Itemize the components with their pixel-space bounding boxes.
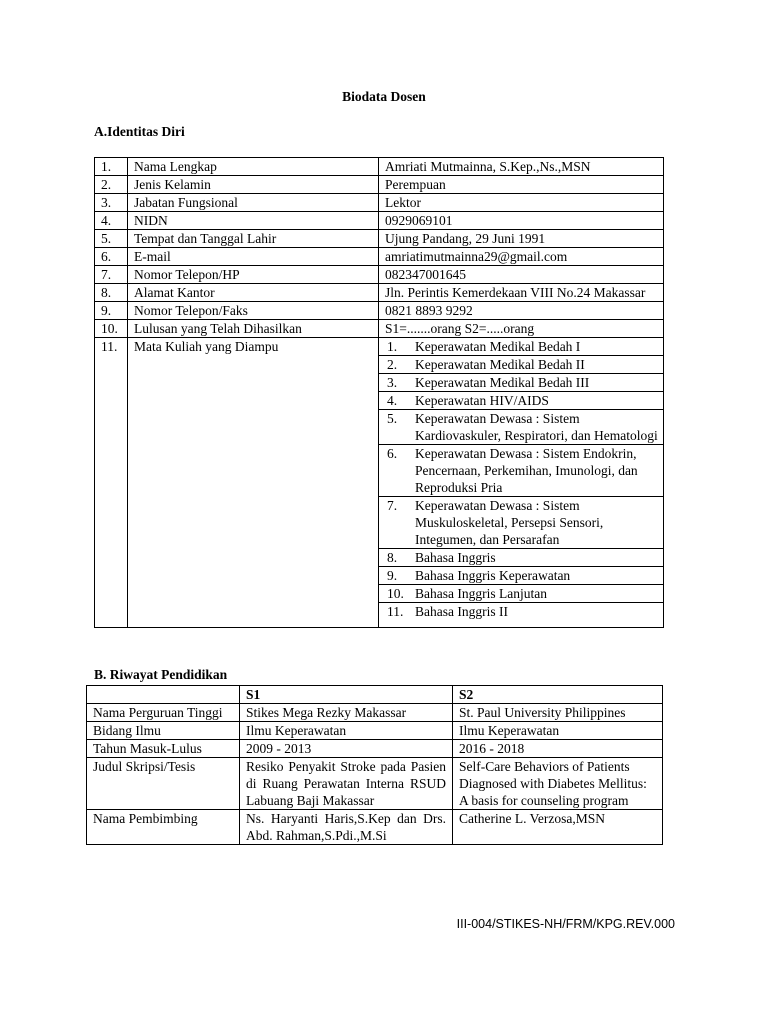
- course-name: Bahasa Inggris: [415, 549, 663, 567]
- row-value: Lektor: [379, 194, 664, 212]
- row-number: 5.: [95, 230, 128, 248]
- row-label: Nama Lengkap: [128, 158, 379, 176]
- course-number: 2.: [379, 356, 415, 374]
- education-label: Bidang Ilmu: [87, 722, 240, 740]
- education-row: [87, 704, 663, 722]
- education-label: Nama Perguruan Tinggi: [87, 704, 240, 722]
- course-number: 8.: [379, 549, 415, 567]
- row-value: 0821 8893 9292: [379, 302, 664, 320]
- course-item: [379, 567, 663, 585]
- course-item: [379, 549, 663, 567]
- row-value: Jln. Perintis Kemerdekaan VIII No.24 Makassar: [379, 284, 664, 302]
- row-number: 1.: [95, 158, 128, 176]
- education-header-row: [87, 686, 663, 704]
- course-number: 3.: [379, 374, 415, 392]
- row-number: 10.: [95, 320, 128, 338]
- course-name: Bahasa Inggris Lanjutan: [415, 585, 663, 603]
- course-name: Keperawatan Dewasa : Sistem Muskuloskeletal, Persepsi Sensori, Integumen, dan Persarafan: [415, 497, 663, 549]
- education-s1: Resiko Penyakit Stroke pada Pasien di Ruang Perawatan Interna RSUD Labuang Baji Makassar: [240, 758, 453, 810]
- identity-row: [95, 212, 664, 230]
- course-number: 10.: [379, 585, 415, 603]
- courses-table: [379, 338, 663, 620]
- section-b-heading: B. Riwayat Pendidikan: [94, 667, 228, 682]
- column-header: S1: [240, 686, 453, 704]
- row-label: Alamat Kantor: [128, 284, 379, 302]
- course-name: Keperawatan HIV/AIDS: [415, 392, 663, 410]
- course-number: 4.: [379, 392, 415, 410]
- row-value: S1=.......orang S2=.....orang: [379, 320, 664, 338]
- education-s2: 2016 - 2018: [453, 740, 663, 758]
- education-s1: Ns. Haryanti Haris,S.Kep dan Drs. Abd. Rahman,S.Pdi.,M.Si: [240, 810, 453, 845]
- identity-row: [95, 266, 664, 284]
- row-value: amriatimutmainna29@gmail.com: [379, 248, 664, 266]
- column-header: [87, 686, 240, 704]
- identity-row: [95, 320, 664, 338]
- row-number: 8.: [95, 284, 128, 302]
- row-number: 3.: [95, 194, 128, 212]
- identity-row: [95, 284, 664, 302]
- row-label: NIDN: [128, 212, 379, 230]
- course-name: Keperawatan Medikal Bedah II: [415, 356, 663, 374]
- row-value: 0929069101: [379, 212, 664, 230]
- courses-row: [95, 338, 664, 628]
- row-value: 082347001645: [379, 266, 664, 284]
- course-number: 7.: [379, 497, 415, 549]
- row-label: Tempat dan Tanggal Lahir: [128, 230, 379, 248]
- course-item: [379, 603, 663, 621]
- education-row: [87, 810, 663, 845]
- education-s2: Catherine L. Verzosa,MSN: [453, 810, 663, 845]
- course-name: Keperawatan Medikal Bedah III: [415, 374, 663, 392]
- course-number: 11.: [387, 604, 404, 619]
- course-name: Keperawatan Dewasa : Sistem Endokrin, Pencernaan, Perkemihan, Imunologi, dan Reproduksi Pria: [415, 445, 663, 497]
- education-row: [87, 740, 663, 758]
- education-label: Judul Skripsi/Tesis: [87, 758, 240, 810]
- course-item: [379, 338, 663, 356]
- identity-row: [95, 194, 664, 212]
- row-number: 2.: [95, 176, 128, 194]
- column-header: S2: [453, 686, 663, 704]
- course-item: [379, 410, 663, 445]
- courses-list: [379, 338, 664, 628]
- section-a-heading: A.Identitas Diri: [94, 124, 185, 139]
- row-number: 4.: [95, 212, 128, 230]
- row-number: 11.: [95, 338, 128, 628]
- row-label: Nomor Telepon/HP: [128, 266, 379, 284]
- education-row: [87, 722, 663, 740]
- course-item: [379, 374, 663, 392]
- course-item: [379, 497, 663, 549]
- course-number: 5.: [379, 410, 415, 445]
- document-code: III-004/STIKES-NH/FRM/KPG.REV.000: [456, 917, 675, 931]
- page-title: Biodata Dosen: [342, 89, 426, 104]
- course-number: 6.: [379, 445, 415, 497]
- row-value: Ujung Pandang, 29 Juni 1991: [379, 230, 664, 248]
- course-name: Keperawatan Medikal Bedah I: [415, 338, 663, 356]
- identity-table: [94, 157, 664, 628]
- course-number: 9.: [379, 567, 415, 585]
- row-label: Jabatan Fungsional: [128, 194, 379, 212]
- row-label: Nomor Telepon/Faks: [128, 302, 379, 320]
- education-s1: Ilmu Keperawatan: [240, 722, 453, 740]
- course-item: [379, 356, 663, 374]
- course-item: [379, 445, 663, 497]
- education-s1: 2009 - 2013: [240, 740, 453, 758]
- education-s2: Ilmu Keperawatan: [453, 722, 663, 740]
- row-value: Amriati Mutmainna, S.Kep.,Ns.,MSN: [379, 158, 664, 176]
- identity-row: [95, 302, 664, 320]
- education-s2: St. Paul University Philippines: [453, 704, 663, 722]
- course-item: [379, 585, 663, 603]
- row-number: 6.: [95, 248, 128, 266]
- education-s2: Self-Care Behaviors of Patients Diagnosed with Diabetes Mellitus: A basis for counseling program: [453, 758, 663, 810]
- education-table: [86, 685, 663, 845]
- row-label: Mata Kuliah yang Diampu: [128, 338, 379, 628]
- identity-row: [95, 176, 664, 194]
- row-number: 7.: [95, 266, 128, 284]
- education-label: Nama Pembimbing: [87, 810, 240, 845]
- row-label: Lulusan yang Telah Dihasilkan: [128, 320, 379, 338]
- row-label: E-mail: [128, 248, 379, 266]
- row-number: 9.: [95, 302, 128, 320]
- course-name: Keperawatan Dewasa : Sistem Kardiovaskuler, Respiratori, dan Hematologi: [415, 410, 663, 445]
- row-label: Jenis Kelamin: [128, 176, 379, 194]
- course-name: Bahasa Inggris Keperawatan: [415, 567, 663, 585]
- identity-row: [95, 230, 664, 248]
- course-item: [379, 392, 663, 410]
- course-name: Bahasa Inggris II: [415, 604, 508, 619]
- course-number: 1.: [379, 338, 415, 356]
- education-row: [87, 758, 663, 810]
- identity-row: [95, 158, 664, 176]
- row-value: Perempuan: [379, 176, 664, 194]
- education-label: Tahun Masuk-Lulus: [87, 740, 240, 758]
- education-s1: Stikes Mega Rezky Makassar: [240, 704, 453, 722]
- identity-row: [95, 248, 664, 266]
